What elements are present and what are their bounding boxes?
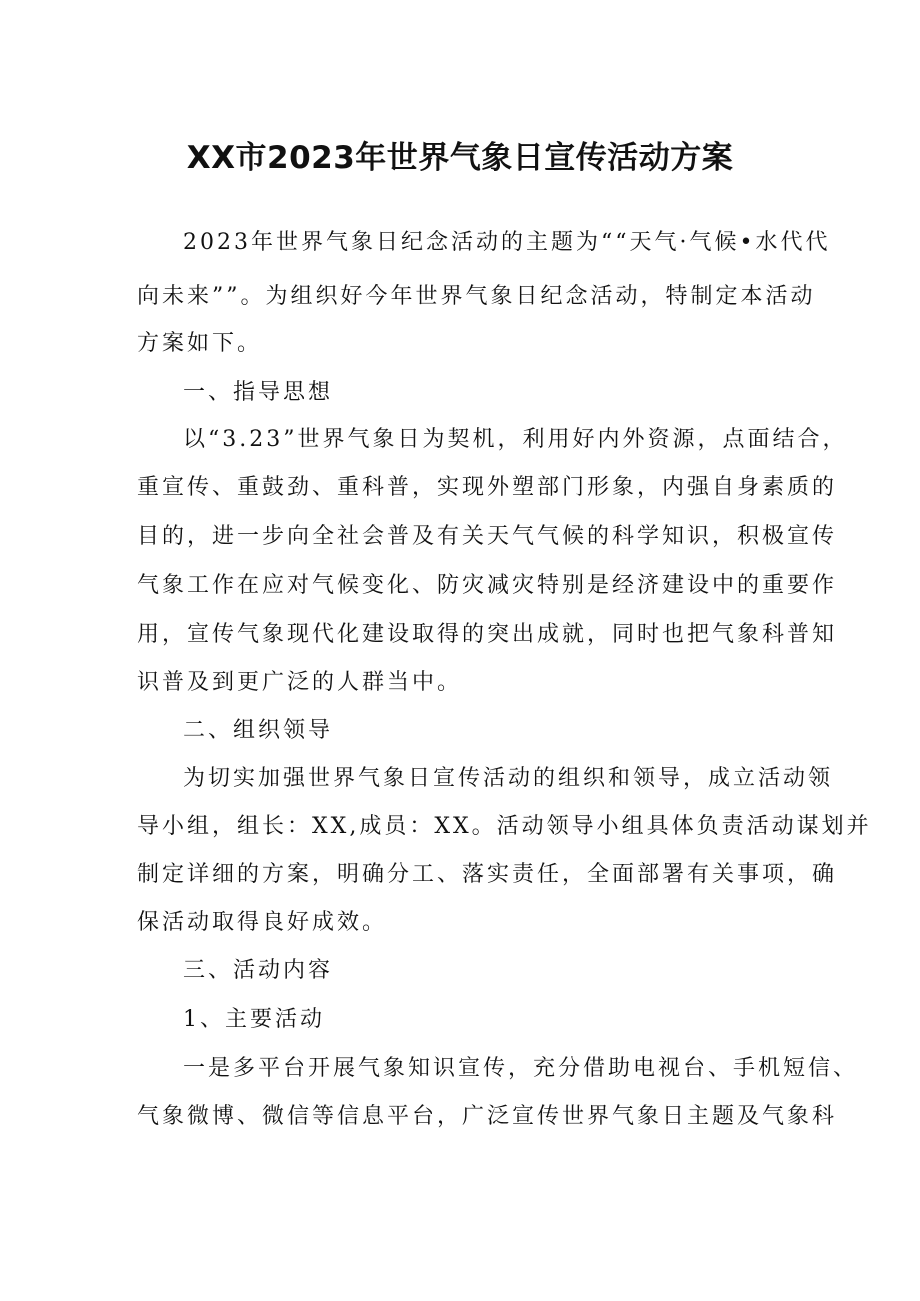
activities-line-2: 气象微博、微信等信息平台，广泛宣传世界气象日主题及气象科 xyxy=(137,1104,838,1129)
guiding-line-2: 重宣传、重鼓劲、重科普，实现外塑部门形象，内强自身素质的 xyxy=(137,475,838,500)
guiding-line-5: 用，宣传气象现代化建设取得的突出成就，同时也把气象科普知 xyxy=(137,622,838,647)
intro-line-2: 向未来””。为组织好今年世界气象日纪念活动，特制定本活动 xyxy=(137,284,816,309)
document-title: XX市2023年世界气象日宣传活动方案 xyxy=(186,140,734,176)
section-heading-guiding-ideology: 一、指导思想 xyxy=(183,380,334,405)
organization-line-1: 为切实加强世界气象日宣传活动的组织和领导，成立活动领 xyxy=(183,766,834,791)
subsection-heading-main-activities: 1、主要活动 xyxy=(183,1007,325,1032)
organization-line-2: 导小组，组长：XX,成员：XX。活动领导小组具体负责活动谋划并 xyxy=(137,814,872,839)
intro-line-1: 2023年世界气象日纪念活动的主题为““天气·气候•水代代 xyxy=(183,230,831,255)
guiding-line-1: 以“3.23”世界气象日为契机，利用好内外资源，点面结合， xyxy=(183,427,848,452)
organization-line-3: 制定详细的方案，明确分工、落实责任，全面部署有关事项，确 xyxy=(137,862,838,887)
section-heading-activities: 三、活动内容 xyxy=(183,958,334,983)
section-heading-organization: 二、组织领导 xyxy=(183,718,334,743)
guiding-line-4: 气象工作在应对气候变化、防灾减灾特别是经济建设中的重要作 xyxy=(137,573,838,598)
intro-line-3: 方案如下。 xyxy=(137,331,263,356)
guiding-line-3: 目的，进一步向全社会普及有关天气气候的科学知识，积极宣传 xyxy=(137,524,838,549)
guiding-line-6: 识普及到更广泛的人群当中。 xyxy=(137,670,463,695)
organization-line-4: 保活动取得良好成效。 xyxy=(137,910,388,935)
activities-line-1: 一是多平台开展气象知识宣传，充分借助电视台、手机短信、 xyxy=(183,1056,859,1081)
